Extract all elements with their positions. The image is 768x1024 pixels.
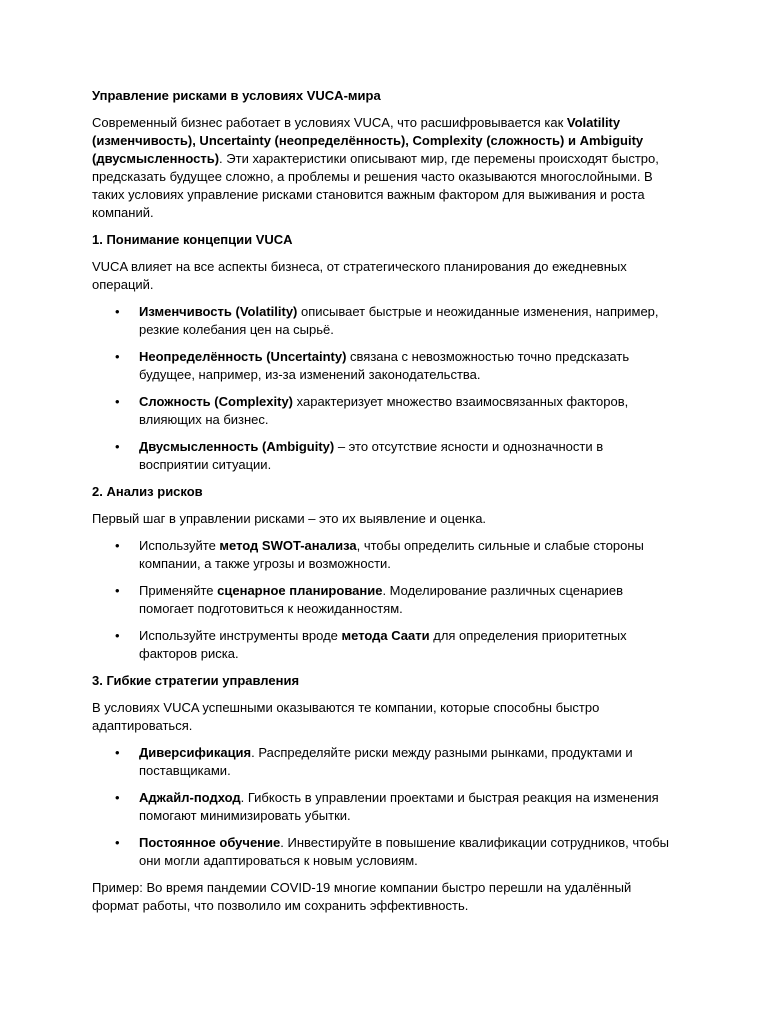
section-2-heading: 2. Анализ рисков [92,484,203,499]
list-item-prefix: Применяйте [139,583,218,598]
list-item [92,303,676,339]
bullet-icon: • [115,628,120,643]
list-item-bold: метод SWOT-анализа [219,538,357,553]
bullet-icon: • [115,835,120,850]
list-item-prefix: Используйте инструменты вроде [139,628,342,643]
list-item-text: , чтобы определить сильные и слабые стороны компании, а также угрозы и возможности. [139,538,644,571]
list-item-text: . Гибкость в управлении проектами и быстрая реакция на изменения помогают минимизировать убытки. [139,790,659,823]
list-item-bold: метода Саати [341,628,430,643]
list-item-text: описывает быстрые и неожиданные изменения, например, резкие колебания цен на сырьё. [139,304,659,337]
intro-text-1: Современный бизнес работает в условиях VUCA, что расшифровывается как [92,115,567,130]
bullet-icon: • [115,304,120,319]
list-item-text: . Инвестируйте в повышение квалификации сотрудников, чтобы они могли адаптироваться к новым условиям. [139,835,669,868]
section-3-list [92,744,676,870]
list-item [92,438,676,474]
section-3-heading: 3. Гибкие стратегии управления [92,673,300,688]
bullet-icon: • [115,394,120,409]
list-item-text: . Распределяйте риски между разными рынками, продуктами и поставщиками. [139,745,633,778]
list-item-bold: Аджайл-подход [139,790,241,805]
example-paragraph: Пример: Во время пандемии COVID-19 многие компании быстро перешли на удалённый формат работы, что позволило им сохранить эффективность. [92,880,632,913]
list-item-text: связана с невозможностью точно предсказать будущее, например, из-за изменений законодательства. [139,349,630,382]
intro-bold: Volatility (изменчивость), Uncertainty (неопределённость), Complexity (сложность) и Ambiguity (двусмысленность) [92,115,644,166]
list-item-text: – это отсутствие ясности и однозначности в восприятии ситуации. [139,439,604,472]
list-item [92,834,676,870]
section-2-paragraph: Первый шаг в управлении рисками – это их выявление и оценка. [92,511,487,526]
document-title: Управление рисками в условиях VUCA-мира [92,88,381,103]
list-item [92,393,676,429]
intro-paragraph [92,114,676,222]
section-1-list [92,303,676,474]
bullet-icon: • [115,745,120,760]
list-item-bold: Изменчивость (Volatility) [139,304,298,319]
list-item-prefix: Используйте [139,538,220,553]
list-item [92,348,676,384]
list-item-text: для определения приоритетных факторов риска. [139,628,627,661]
list-item-bold: Двусмысленность (Ambiguity) [139,439,335,454]
list-item-bold: Неопределённость (Uncertainty) [139,349,347,364]
bullet-icon: • [115,349,120,364]
list-item [92,582,676,618]
bullet-icon: • [115,790,120,805]
section-1-paragraph: VUCA влияет на все аспекты бизнеса, от стратегического планирования до ежедневных операций. [92,259,627,292]
list-item [92,789,676,825]
list-item [92,744,676,780]
section-2-list [92,537,676,663]
section-1-heading: 1. Понимание концепции VUCA [92,232,293,247]
list-item-text: характеризует множество взаимосвязанных факторов, влияющих на бизнес. [139,394,629,427]
bullet-icon: • [115,538,120,553]
section-3-paragraph: В условиях VUCA успешными оказываются те компании, которые способны быстро адаптироваться. [92,700,600,733]
bullet-icon: • [115,439,120,454]
bullet-icon: • [115,583,120,598]
list-item-bold: Диверсификация [139,745,252,760]
list-item-bold: Сложность (Complexity) [139,394,294,409]
intro-text-2: . Эти характеристики описывают мир, где перемены происходят быстро, предсказать будущее сложно, а проблемы и решения часто оказываются многослойными. В таких условиях управление рисками становится важным фактором для выживания и роста компаний. [92,151,659,220]
list-item [92,537,676,573]
list-item-bold: Постоянное обучение [139,835,281,850]
list-item [92,627,676,663]
list-item-text: . Моделирование различных сценариев помогает подготовиться к неожиданностям. [139,583,624,616]
list-item-bold: сценарное планирование [217,583,383,598]
